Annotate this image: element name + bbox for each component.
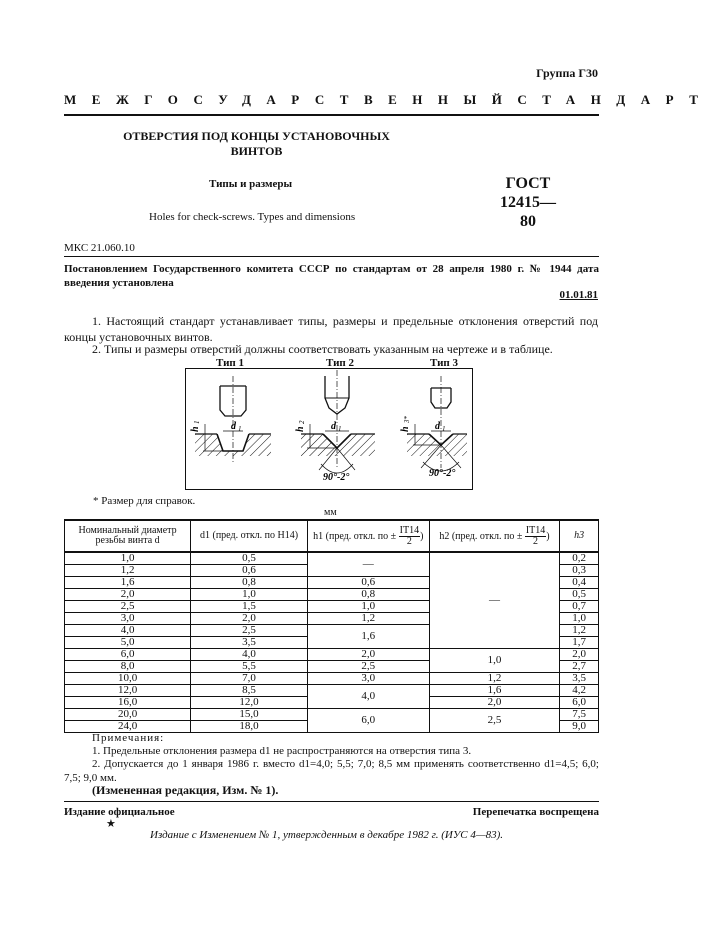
header-rule: [64, 114, 599, 116]
note-2: 2. Допускается до 1 января 1986 г. вместо d1=4,0; 5,5; 7,0; 8,5 мм применять соответственно d1=4,5; 6,0; 7,5; 9,0 мм.: [64, 758, 599, 784]
svg-text:3*: 3*: [403, 416, 411, 423]
table-row: 8,0 5,5 2,5 2,7: [65, 661, 599, 673]
table-row: 5,0 3,5 1,7: [65, 637, 599, 649]
svg-text:d: d: [435, 421, 440, 432]
type2-label: Тип 2: [326, 357, 354, 369]
decree-text: Постановлением Государственного комитета СССР по стандартам от 28 апреля 1980 г. № 1944 дата введения установлена: [64, 263, 599, 289]
table-row: 20,0 15,0 6,0 2,5 7,5: [65, 709, 599, 721]
table-row: 12,0 8,5 4,0 1,6 4,2: [65, 685, 599, 697]
table-row: 1,6 0,8 0,6 0,4: [65, 577, 599, 589]
type2-figure: [295, 370, 375, 483]
header-h2: h2 (пред. откл. по ± $\frac{IT14}{2}$ ): [429, 520, 560, 552]
hole-types-drawing: [185, 368, 473, 490]
standard-banner: [64, 92, 713, 108]
intro-date: 01.01.81: [559, 289, 598, 301]
banner-word-2: СТАНДАРТ: [517, 92, 713, 107]
svg-text:90°-2°: 90°-2°: [323, 472, 350, 483]
doc-subtitle: Типы и размеры: [209, 178, 293, 190]
type1-d1-label: d: [231, 421, 236, 432]
table-row: 24,0 18,0 9,0: [65, 721, 599, 733]
table-row: 3,0 2,0 1,2 1,0: [65, 613, 599, 625]
svg-text:d: d: [331, 421, 336, 432]
reprint-notice: Перепечатка воспрещена: [472, 806, 599, 818]
gost-label: ГОСТ: [505, 175, 551, 192]
header-h1: h1 (пред. откл. по ± $\frac{IT14}{2}$ ): [307, 520, 429, 552]
unit-label: мм: [324, 507, 337, 518]
doc-title: [64, 129, 449, 159]
revision-note: (Измененная редакция, Изм. № 1).: [92, 783, 279, 797]
mks-rule: [64, 256, 599, 257]
group-code: Группа Г30: [536, 66, 598, 80]
svg-text:1: 1: [338, 425, 342, 433]
type3-label: Тип 3: [430, 357, 458, 369]
edition-note: Издание с Изменением № 1, утвержденным в декабре 1982 г. (ИУС 4—83).: [150, 829, 504, 841]
dimensions-table: [64, 519, 599, 733]
header-thread-diameter: Номинальный диаметр резьбы винта d: [65, 520, 191, 552]
doc-title-line2: ВИНТОВ: [230, 144, 283, 158]
table-row: 2,5 1,5 1,0 0,7: [65, 601, 599, 613]
mks-code: МКС 21.060.10: [64, 242, 135, 254]
table-header-row: [65, 520, 599, 552]
star-icon: ★: [106, 818, 116, 830]
header-d1: d1 (пред. откл. по H14): [191, 520, 308, 552]
type1-label: Тип 1: [216, 357, 244, 369]
table-row: 4,0 2,5 1,6 1,2: [65, 625, 599, 637]
svg-text:1: 1: [238, 425, 242, 433]
table-row: 6,0 4,0 2,0 1,0 2,0: [65, 649, 599, 661]
type3-figure: [400, 376, 467, 479]
table-row: 10,0 7,0 3,0 1,2 3,5: [65, 673, 599, 685]
table-row: 1,0 0,5 — — 0,2: [65, 552, 599, 565]
header-h3: h3: [560, 520, 599, 552]
svg-text:1: 1: [442, 425, 446, 433]
table-row: 2,0 1,0 0,8 0,5: [65, 589, 599, 601]
svg-text:1: 1: [193, 420, 201, 424]
type1-figure: [190, 376, 271, 463]
banner-word-1: МЕЖГОСУДАРСТВЕННЫЙ: [64, 92, 518, 107]
svg-text:90°-2°: 90°-2°: [429, 468, 456, 479]
gost-id: [497, 174, 559, 231]
svg-text:2: 2: [298, 420, 306, 424]
type1-h1-label: h: [190, 426, 201, 432]
svg-text:h: h: [295, 426, 306, 432]
footnote: * Размер для справок.: [93, 495, 196, 507]
doc-title-line1: ОТВЕРСТИЯ ПОД КОНЦЫ УСТАНОВОЧНЫХ: [123, 129, 390, 143]
note-1: 1. Предельные отклонения размера d1 не распространяются на отверстия типа 3.: [92, 745, 472, 757]
gost-number: 12415—80: [500, 194, 556, 230]
official-edition: Издание официальное: [64, 806, 175, 818]
footer-rule: [64, 801, 599, 802]
paragraph-2: 2. Типы и размеры отверстий должны соответствовать указанным на чертеже и в таблице.: [92, 342, 553, 356]
svg-text:h: h: [400, 426, 411, 432]
paragraph-1: 1. Настоящий стандарт устанавливает типы, размеры и предельные отклонения отверстий под концы установочных винтов.: [64, 314, 598, 344]
english-title: Holes for check-screws. Types and dimensions: [149, 211, 356, 223]
notes-title: Примечания:: [92, 732, 165, 744]
table-row: 16,0 12,0 2,0 6,0: [65, 697, 599, 709]
table-row: 1,2 0,6 0,3: [65, 565, 599, 577]
